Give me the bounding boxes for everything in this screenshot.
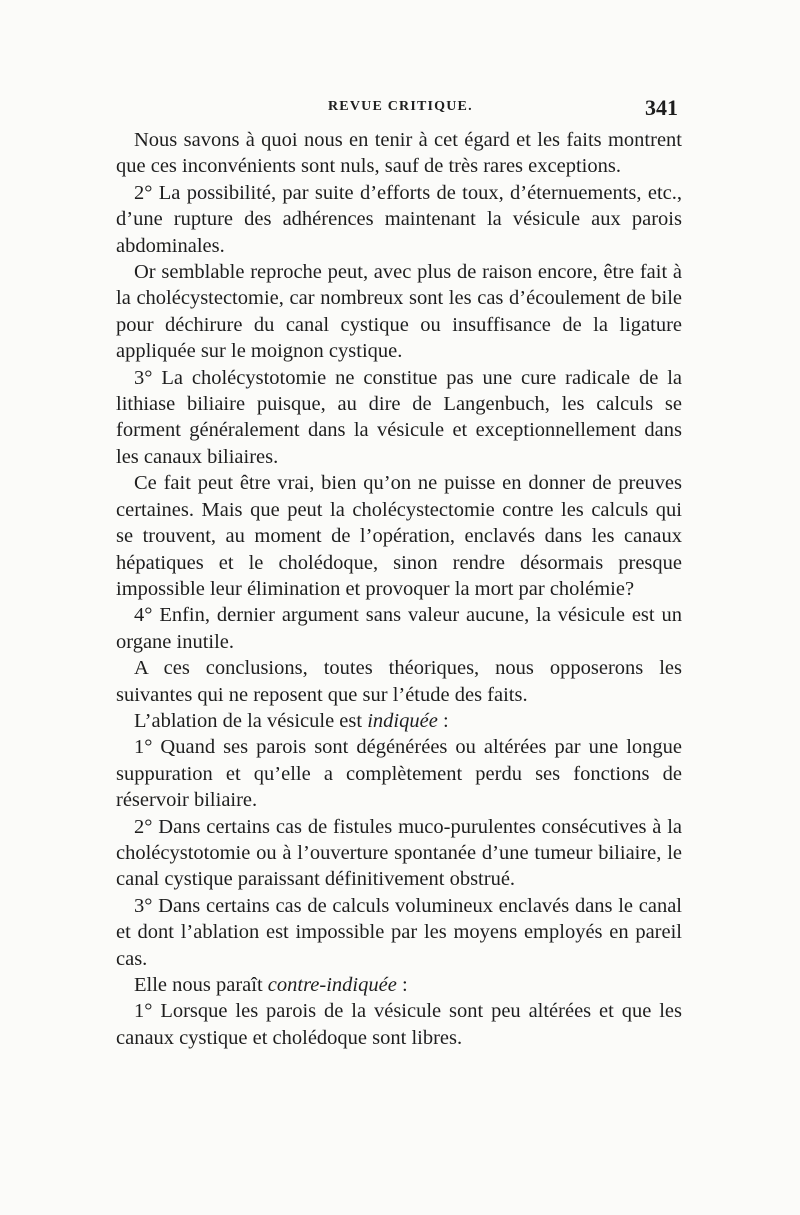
indicated-emphasis: indiquée xyxy=(367,709,438,732)
indicated-lead: L’ablation de la vésicule est xyxy=(134,709,368,732)
indicated-item: 2° Dans certains cas de fistules muco-purulentes consécutives à la cholécystotomie ou à l’ouverture spontanée d’une tumeur biliaire, le canal cystique paraissant définitivement obstrué. xyxy=(116,815,682,891)
paragraph: 3° La cholécystotomie ne constitue pas une cure radicale de la lithiase biliaire puisque, au dire de Langenbuch, les calculs se forment généralement dans la vésicule et exceptionnellement dans les canaux biliaires. xyxy=(116,366,682,468)
body-text xyxy=(116,127,682,1051)
indicated-item: 1° Quand ses parois sont dégénérées ou altérées par une longue suppuration et qu’elle a complètement perdu ses fonctions de réservoir biliaire. xyxy=(116,736,682,812)
contra-lead: Elle nous paraît xyxy=(134,974,268,996)
indicated-item: 3° Dans certains cas de calculs volumineux enclavés dans le canal et dont l’ablation est impossible par les moyens employés en pareil cas. xyxy=(116,894,682,970)
paragraph: Nous savons à quoi nous en tenir à cet égard et les faits montrent que ces inconvénients sont nuls, sauf de très rares exceptions. xyxy=(116,129,682,178)
paragraph: 4° Enfin, dernier argument sans valeur aucune, la vésicule est un organe inutile. xyxy=(116,604,682,653)
running-title: REVUE CRITIQUE. xyxy=(328,99,473,114)
paragraph: 2° La possibilité, par suite d’efforts de toux, d’éternuements, etc., d’une rupture des adhérences maintenant la vésicule aux parois abdominales. xyxy=(116,181,682,257)
contra-tail: : xyxy=(396,974,408,996)
contra-item: 1° Lorsque les parois de la vésicule sont peu altérées et que les canaux cystique et cholédoque sont libres. xyxy=(116,1000,682,1049)
contra-heading xyxy=(116,972,682,998)
paragraph: Or semblable reproche peut, avec plus de raison encore, être fait à la cholécystectomie, car nombreux sont les cas d’écoulement de bile pour déchirure du canal cystique ou insuffisance de la ligature appliquée sur le moignon cystique. xyxy=(116,261,682,363)
page-header xyxy=(118,95,680,121)
indicated-heading xyxy=(116,708,682,734)
contra-emphasis: contre-indiquée xyxy=(267,974,397,996)
page-number: 341 xyxy=(645,95,678,120)
paragraph: Ce fait peut être vrai, bien qu’on ne puisse en donner de preuves certaines. Mais que peut la cholécystectomie contre les calculs qui se trouvent, au moment de l’opération, enclavés dans les canaux hépatiques et le cholédoque, sinon rendre désormais presque impossible leur élimination et provoquer la mort par cholémie? xyxy=(116,472,682,600)
indicated-tail: : xyxy=(437,709,449,732)
paragraph: A ces conclusions, toutes théoriques, nous opposerons les suivantes qui ne reposent que sur l’étude des faits. xyxy=(116,657,682,706)
